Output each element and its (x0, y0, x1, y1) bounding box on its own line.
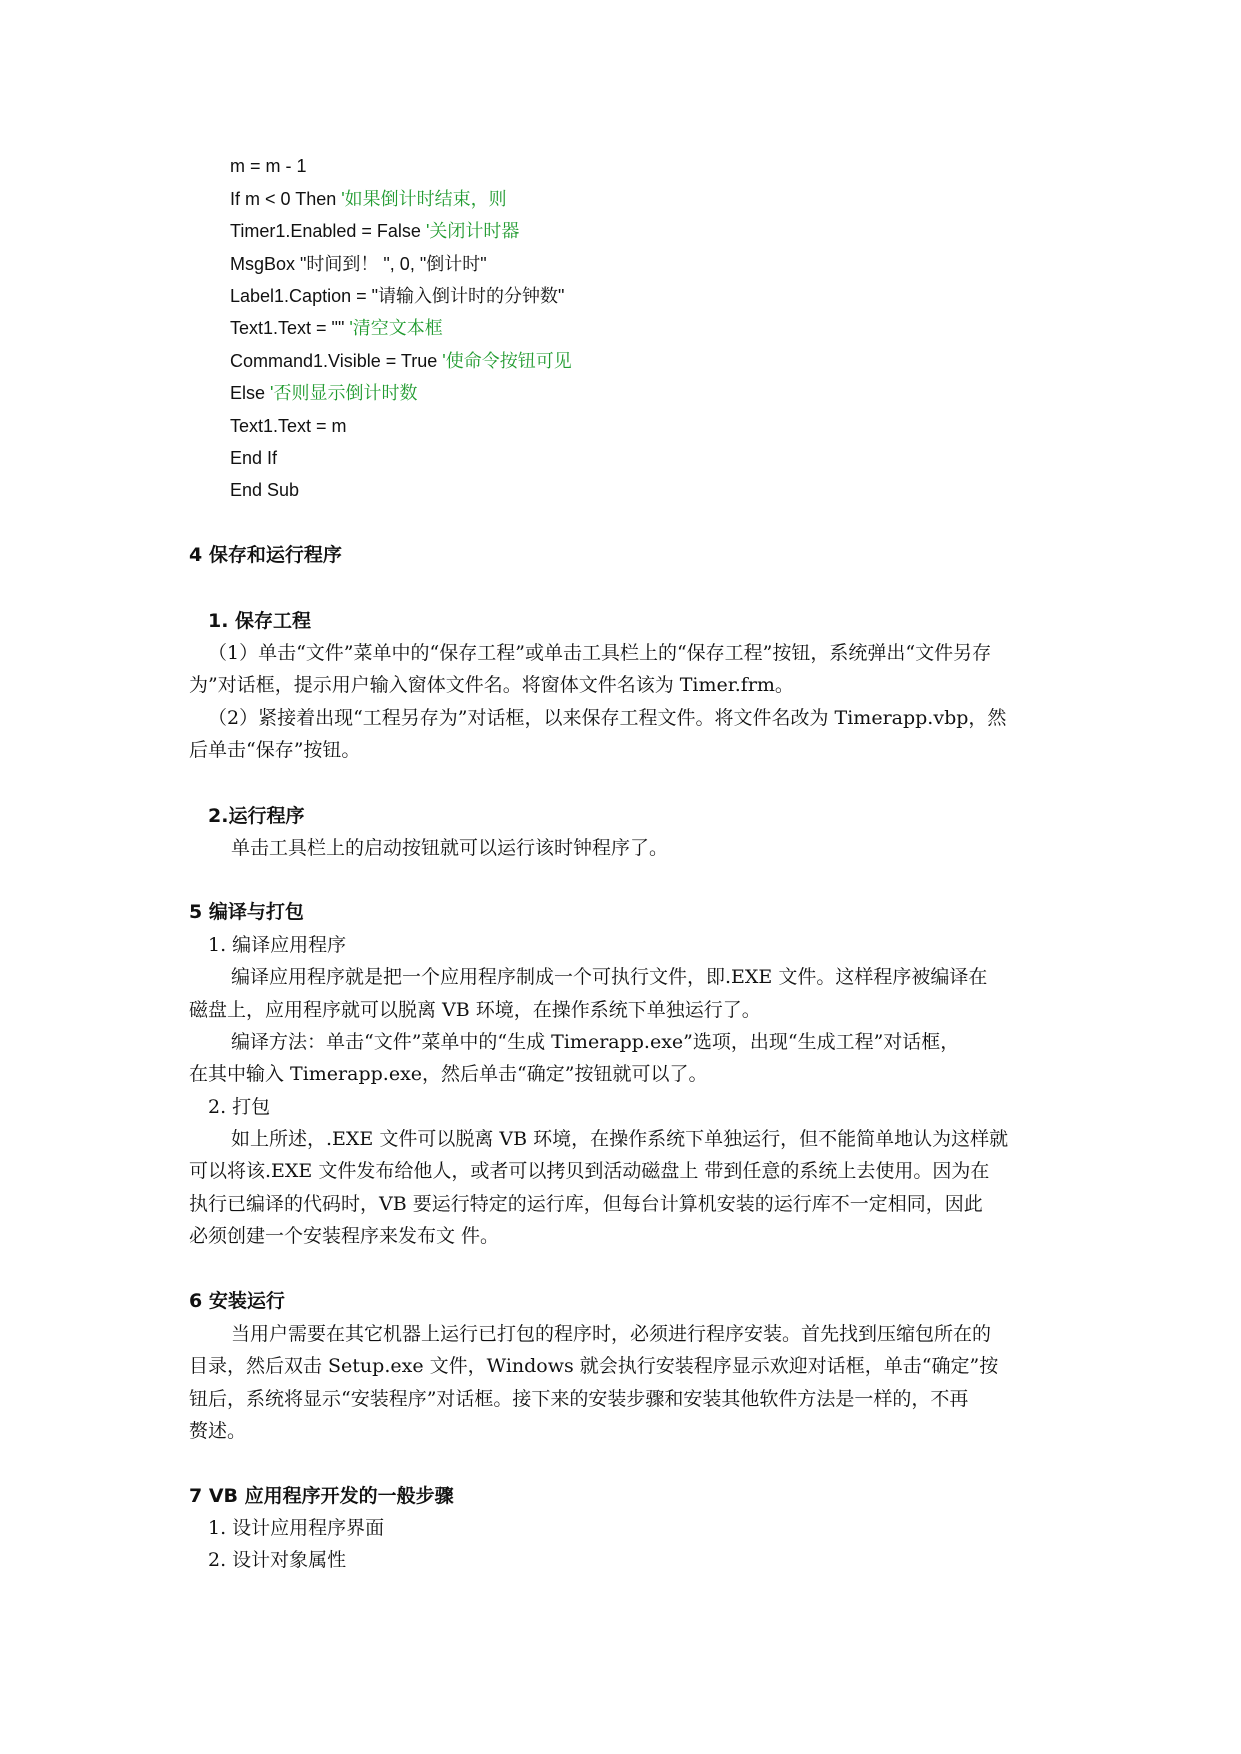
code-line: m = m - 1 (230, 156, 307, 176)
list-item: 1. 设计应用程序界面 (208, 1517, 385, 1539)
paragraph-line: 目录，然后双击 Setup.exe 文件，Windows 就会执行安装程序显示欢迎对话框，单击“确定”按 (189, 1355, 999, 1377)
paragraph-line: 可以将该.EXE 文件发布给他人，或者可以拷贝到活动磁盘上 带到任意的系统上去使用。因为在 (189, 1160, 990, 1182)
code-comment: '使命令按钮可见 (442, 351, 572, 371)
subsection-heading: 2.运行程序 (208, 805, 305, 827)
code-comment: '如果倒计时结束，则 (341, 189, 507, 209)
code-line: Else '否则显示倒计时数 (230, 383, 418, 403)
subsection-heading: 1. 编译应用程序 (208, 934, 347, 956)
code-line: Command1.Visible = True '使命令按钮可见 (230, 351, 572, 371)
paragraph-line: 赘述。 (189, 1420, 247, 1442)
code-line: MsgBox "时间到！ ", 0, "倒计时" (230, 254, 487, 274)
code-line: End Sub (230, 480, 300, 500)
code-line: Text1.Text = m (230, 416, 347, 436)
code-line: Timer1.Enabled = False '关闭计时器 (230, 221, 520, 241)
paragraph-line: 必须创建一个安装程序来发布文 件。 (189, 1225, 500, 1247)
subsection-heading: 2. 打包 (208, 1096, 271, 1118)
paragraph-line: 编译应用程序就是把一个应用程序制成一个可执行文件，即.EXE 文件。这样程序被编译在 (231, 966, 988, 988)
code-line: Text1.Text = "" '清空文本框 (230, 318, 443, 338)
paragraph-line: 当用户需要在其它机器上运行已打包的程序时，必须进行程序安装。首先找到压缩包所在的 (231, 1323, 992, 1345)
paragraph-line: 在其中输入 Timerapp.exe，然后单击“确定”按钮就可以了。 (189, 1063, 708, 1085)
section-heading: 6 安装运行 (189, 1290, 285, 1312)
paragraph-line: 后单击“保存”按钮。 (189, 739, 361, 761)
code-line: Label1.Caption = "请输入倒计时的分钟数" (230, 286, 565, 306)
paragraph-line: 如上所述，.EXE 文件可以脱离 VB 环境，在操作系统下单独运行，但不能简单地认为这样就 (231, 1128, 1009, 1150)
section-heading: 5 编译与打包 (189, 901, 304, 923)
paragraph-line: 执行已编译的代码时，VB 要运行特定的运行库，但每台计算机安装的运行库不一定相同，因此 (189, 1193, 983, 1215)
code-line: End If (230, 448, 278, 468)
list-item: 2. 设计对象属性 (208, 1549, 347, 1571)
paragraph-line: 单击工具栏上的启动按钮就可以运行该时钟程序了。 (231, 837, 669, 859)
code-comment: '关闭计时器 (425, 221, 520, 241)
paragraph-line: （1）单击“文件”菜单中的“保存工程”或单击工具栏上的“保存工程”按钮，系统弹出“文件另存 (208, 642, 992, 664)
code-comment: '清空文本框 (349, 318, 443, 338)
subsection-heading: 1. 保存工程 (208, 610, 312, 632)
paragraph-line: 钮后，系统将显示“安装程序”对话框。接下来的安装步骤和安装其他软件方法是一样的，不再 (189, 1388, 969, 1410)
code-comment: '否则显示倒计时数 (270, 383, 418, 403)
paragraph-line: （2）紧接着出现“工程另存为”对话框，以来保存工程文件。将文件名改为 Timerapp.vbp，然 (208, 707, 1007, 729)
paragraph-line: 编译方法：单击“文件”菜单中的“生成 Timerapp.exe”选项，出现“生成工程”对话框， (231, 1031, 960, 1053)
paragraph-line: 为”对话框，提示用户输入窗体文件名。将窗体文件名该为 Timer.frm。 (189, 674, 794, 696)
section-heading: 7 VB 应用程序开发的一般步骤 (189, 1485, 454, 1507)
code-line: If m < 0 Then '如果倒计时结束，则 (230, 189, 507, 209)
section-heading: 4 保存和运行程序 (189, 544, 342, 566)
paragraph-line: 磁盘上，应用程序就可以脱离 VB 环境，在操作系统下单独运行了。 (189, 999, 761, 1021)
